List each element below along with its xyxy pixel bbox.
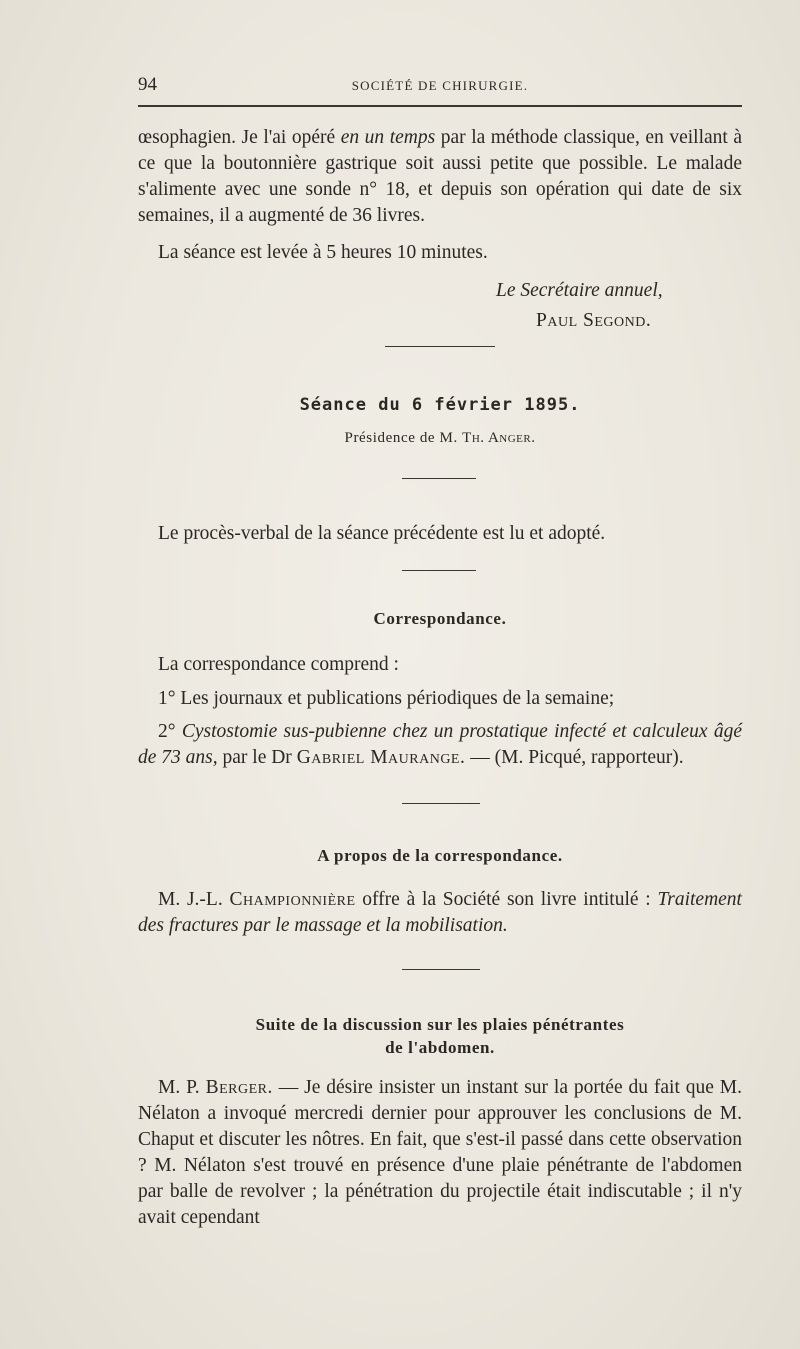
section-heading-apropos: A propos de la correspondance. — [317, 846, 563, 865]
item2-number: 2° — [158, 721, 182, 742]
discussion-heading-line-2: de l'abdomen. — [385, 1038, 495, 1057]
separator-rule — [402, 803, 480, 804]
session-title: Séance du 6 février 1895. — [299, 395, 581, 415]
running-title: SOCIÉTÉ DE CHIRURGIE. — [351, 78, 529, 93]
header-rule — [138, 105, 742, 107]
minutes-paragraph: Le procès-verbal de la séance précédente est lu et adopté. — [158, 523, 606, 544]
discussion-speaker: M. P. — [158, 1077, 206, 1098]
separator-rule — [402, 969, 480, 970]
session-presidency — [138, 430, 742, 447]
presidency-label: Présidence de M. — [344, 430, 463, 446]
presidency-name: Th. Anger. — [462, 430, 536, 446]
separator-rule — [385, 346, 495, 347]
page-header — [138, 74, 742, 98]
signature-name: Paul Segond. — [536, 310, 652, 331]
separator-rule — [402, 478, 476, 479]
apropos-text: offre à la Société son livre intitulé : — [355, 889, 658, 910]
page-number: 94 — [138, 74, 157, 95]
separator-rule — [402, 570, 476, 571]
intro-paragraph — [138, 125, 742, 229]
signature-role — [496, 280, 663, 302]
correspondance-item-2 — [138, 719, 742, 771]
discussion-heading-line-1: Suite de la discussion sur les plaies pénétrantes — [255, 1015, 625, 1034]
section-heading-discussion — [138, 1013, 742, 1059]
intro-text-b: par la méthode classique, en veillant à ce que la boutonnière gastrique soit aussi petite que possible. Le malade s'alimente avec une sonde n° 18, et depuis son opération qui date de six semaines, il a augmenté de 36 livres. — [138, 127, 742, 226]
item2-by: par le Dr — [217, 747, 297, 768]
item2-rest: — (M. Picqué, rapporteur). — [465, 747, 684, 768]
apropos-who: M. J.-L. — [158, 889, 230, 910]
apropos-book-title: Traitement des fractures par le massage et la mobilisation. — [138, 889, 742, 936]
item2-title: Cystostomie sus-pubienne chez un prostatique infecté et calculeux âgé de 73 ans, — [138, 721, 742, 768]
discussion-paragraph — [138, 1075, 742, 1231]
closing-paragraph: La séance est levée à 5 heures 10 minutes. — [158, 242, 488, 263]
intro-text-a: œsophagien. Je l'ai opéré — [138, 127, 341, 148]
signature-role-text: Le Secrétaire annuel, — [496, 280, 663, 301]
discussion-speaker-name: Berger. — [205, 1077, 273, 1098]
apropos-who-name: Championnière — [229, 889, 356, 910]
apropos-paragraph — [138, 887, 742, 939]
correspondance-item-1: 1° Les journaux et publications périodiques de la semaine; — [158, 688, 615, 709]
item2-author: Gabriel Maurange. — [296, 747, 466, 768]
discussion-text: — Je désire insister un instant sur la portée du fait que M. Nélaton a invoqué mercredi dernier pour approuver les conclusions de M. Chaput et discuter les nôtres. En fait, que s'est-il passé dans cette observation ? M. Nélaton s'est trouvé en présence d'une plaie pénétrante de l'abdomen par balle de revolver ; la pénétration du projectile était indiscutable ; il n'y avait cependant — [138, 1077, 743, 1228]
correspondance-intro: La correspondance comprend : — [158, 654, 399, 675]
intro-emphasis: en un temps — [340, 127, 436, 148]
section-heading-correspondance: Correspondance. — [373, 609, 507, 628]
